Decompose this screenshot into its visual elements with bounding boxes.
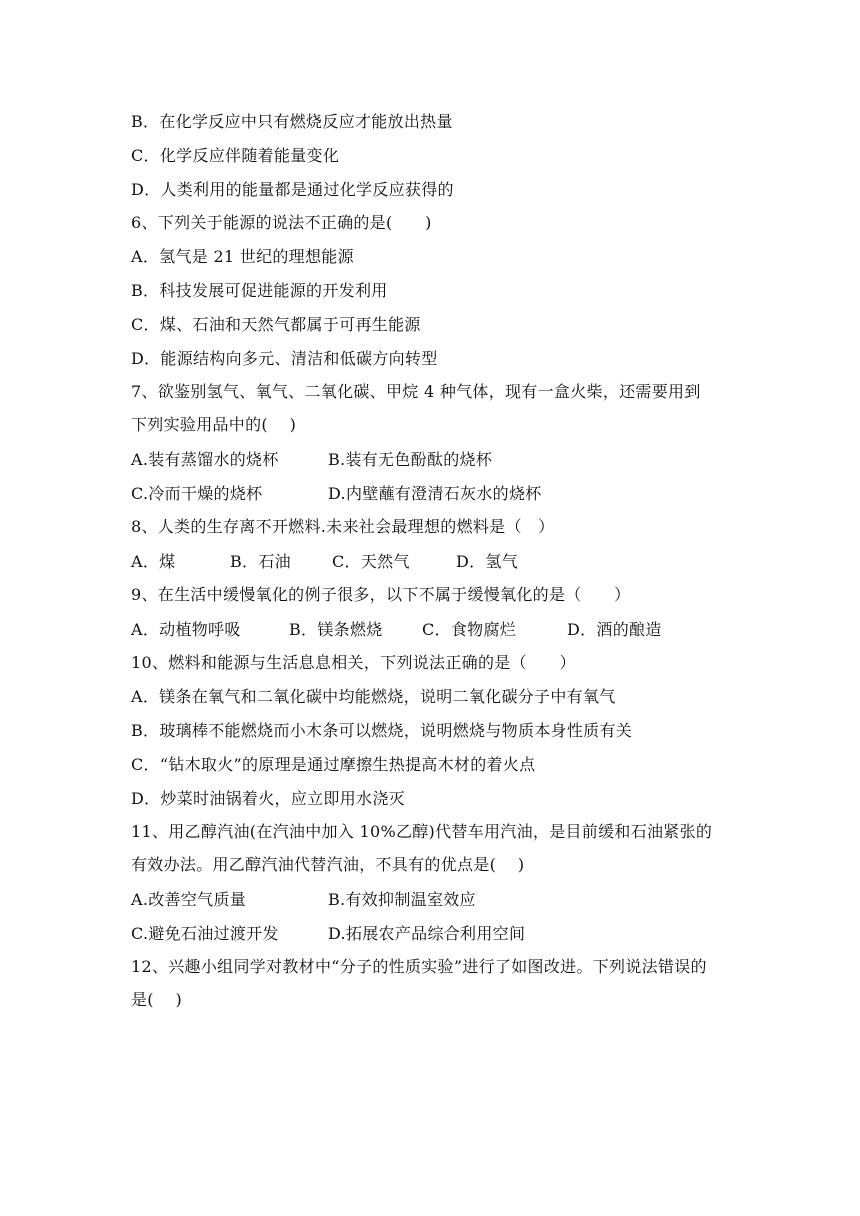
q11-options-row-1 xyxy=(131,889,741,911)
q11-options-row-2 xyxy=(131,923,741,945)
q6-option-b: B．科技发展可促进能源的开发利用 xyxy=(131,281,388,300)
q11-option-a: A.改善空气质量 xyxy=(131,890,247,909)
q11-stem-line-1: 11、用乙醇汽油(在汽油中加入 10%乙醇)代替车用汽油，是目前缓和石油紧张的 xyxy=(131,822,713,841)
q9-option-d: D．酒的酿造 xyxy=(567,620,662,639)
q11-option-b: B.有效抑制温室效应 xyxy=(328,890,476,909)
q7-options-row-1 xyxy=(131,449,741,471)
q8-option-d: D．氢气 xyxy=(456,552,519,571)
q10-stem: 10、燃料和能源与生活息息相关，下列说法正确的是（ ） xyxy=(131,653,576,672)
q11-stem-line-2: 有效办法。用乙醇汽油代替汽油，不具有的优点是( ) xyxy=(131,855,525,874)
q6-option-d: D．能源结构向多元、清洁和低碳方向转型 xyxy=(131,349,438,368)
q10-option-d: D．炒菜时油锅着火，应立即用水浇灭 xyxy=(131,789,405,808)
q7-stem-line-2: 下列实验用品中的( ) xyxy=(131,415,297,434)
q9-option-a: A．动植物呼吸 xyxy=(131,620,241,639)
q7-option-c: C.冷而干燥的烧杯 xyxy=(131,484,263,503)
q5-option-c: C．化学反应伴随着能量变化 xyxy=(131,146,340,165)
q9-option-c: C．食物腐烂 xyxy=(422,620,517,639)
q8-stem: 8、人类的生存离不开燃料.未来社会最理想的燃料是（ ） xyxy=(131,517,555,536)
q8-option-a: A．煤 xyxy=(131,552,176,571)
q6-stem: 6、下列关于能源的说法不正确的是( ) xyxy=(131,213,432,232)
q9-stem: 9、在生活中缓慢氧化的例子很多，以下不属于缓慢氧化的是（ ） xyxy=(131,585,631,604)
q12-stem-line-1: 12、兴趣小组同学对教材中“分子的性质实验”进行了如图改进。下列说法错误的 xyxy=(131,957,707,976)
q11-option-d: D.拓展农产品综合利用空间 xyxy=(328,924,526,943)
q9-options-row xyxy=(131,619,741,641)
q7-option-d: D.内壁蘸有澄清石灰水的烧杯 xyxy=(328,484,542,503)
q7-option-b: B.装有无色酚酞的烧杯 xyxy=(328,450,493,469)
q10-option-c: C．“钻木取火”的原理是通过摩擦生热提高木材的着火点 xyxy=(131,755,536,774)
q12-stem-line-2: 是( ) xyxy=(131,990,183,1009)
q7-options-row-2 xyxy=(131,483,741,505)
q5-option-b: B．在化学反应中只有燃烧反应才能放出热量 xyxy=(131,112,453,131)
q8-option-c: C．天然气 xyxy=(332,552,410,571)
q9-option-b: B．镁条燃烧 xyxy=(289,620,383,639)
q5-option-d: D．人类利用的能量都是通过化学反应获得的 xyxy=(131,180,454,199)
q7-stem-line-1: 7、欲鉴别氢气、氧气、二氧化碳、甲烷 4 种气体，现有一盒火柴，还需要用到 xyxy=(131,382,701,401)
q11-option-c: C.避免石油过渡开发 xyxy=(131,924,279,943)
q10-option-b: B．玻璃棒不能燃烧而小木条可以燃烧，说明燃烧与物质本身性质有关 xyxy=(131,721,633,740)
q6-option-c: C．煤、石油和天然气都属于可再生能源 xyxy=(131,315,421,334)
q8-option-b: B．石油 xyxy=(230,552,291,571)
q6-option-a: A．氢气是 21 世纪的理想能源 xyxy=(131,247,354,266)
q10-option-a: A．镁条在氧气和二氧化碳中均能燃烧，说明二氧化碳分子中有氧气 xyxy=(131,687,616,706)
q7-option-a: A.装有蒸馏水的烧杯 xyxy=(131,450,279,469)
q8-options-row xyxy=(131,551,741,573)
